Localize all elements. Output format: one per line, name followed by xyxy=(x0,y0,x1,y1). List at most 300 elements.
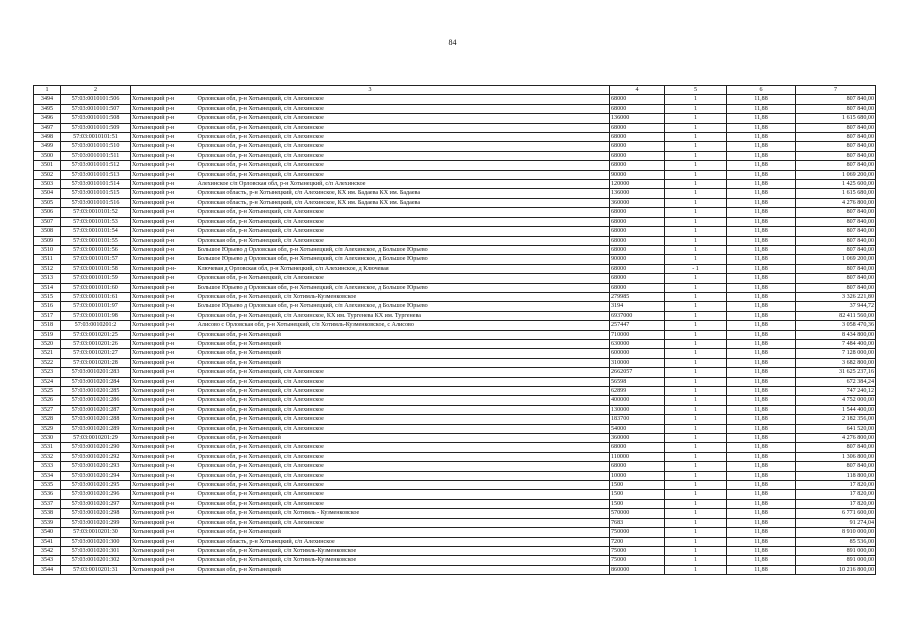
table-row xyxy=(34,518,876,527)
address-cell xyxy=(131,161,610,170)
cadastral-number-cell: 57:03:0010201:295 xyxy=(61,481,131,490)
address-text: Орловская область, р-н Хотынецкий, с/п Алехинское, КХ им. Бадаева КХ им. Бадаева xyxy=(197,199,421,206)
rate-value-cell: 11,88 xyxy=(727,217,796,226)
table-row xyxy=(34,198,876,207)
municipality: Хотынецкий р-н xyxy=(132,538,175,545)
address-text: Орловская обл, р-н Хотынецкий, с/п Алехинское xyxy=(197,453,324,460)
table-row xyxy=(34,452,876,461)
municipality: Хотынецкий р-н xyxy=(132,284,175,291)
area-value-cell: 7200 xyxy=(610,537,665,546)
address-text: Орловская обл, р-н Хотынецкий, с/п Алехинское xyxy=(197,463,324,470)
municipality: Хотынецкий р-н xyxy=(132,162,175,169)
table-row xyxy=(34,443,876,452)
address-cell xyxy=(131,481,610,490)
municipality: Хотынецкий р-н xyxy=(132,143,175,150)
municipality: Хотынецкий р-н xyxy=(132,256,175,263)
cadastral-value-cell: 1 544 400,00 xyxy=(796,405,876,414)
row-number-cell: 3501 xyxy=(34,161,61,170)
cadastral-value-cell: 7 128 000,00 xyxy=(796,349,876,358)
table-row xyxy=(34,311,876,320)
address-text: Орловская обл, р-н Хотынецкий xyxy=(197,350,281,357)
header-row xyxy=(34,86,876,95)
area-value-cell: 257447 xyxy=(610,321,665,330)
address-text: Орловская обл, р-н Хотынецкий, с/п Алехинское xyxy=(197,124,324,131)
address-cell xyxy=(131,339,610,348)
cadastral-value-cell: 17 820,00 xyxy=(796,481,876,490)
area-value-cell: 68000 xyxy=(610,264,665,273)
cadastral-number-cell: 57:03:0010101:97 xyxy=(61,302,131,311)
municipality: Хотынецкий р-н xyxy=(132,397,175,404)
row-number-cell: 3518 xyxy=(34,321,61,330)
area-value-cell: 7683 xyxy=(610,518,665,527)
address-cell xyxy=(131,245,610,254)
area-value-cell: 10000 xyxy=(610,471,665,480)
area-value-cell: 630000 xyxy=(610,339,665,348)
address-text: Орловская обл, р-н Хотынецкий xyxy=(197,566,281,573)
cadastral-number-cell: 57:03:0010101:509 xyxy=(61,123,131,132)
table-row xyxy=(34,387,876,396)
rate-value-cell: 11,88 xyxy=(727,302,796,311)
table-row xyxy=(34,245,876,254)
row-number-cell: 3524 xyxy=(34,377,61,386)
table-row xyxy=(34,151,876,160)
address-text: Орловская обл, р-н Хотынецкий, с/п Алехинское xyxy=(197,369,324,376)
cadastral-number-cell: 57:03:0010201:2 xyxy=(61,321,131,330)
coefficient-cell: 1 xyxy=(665,302,727,311)
table-row xyxy=(34,509,876,518)
coefficient-cell: 1 xyxy=(665,424,727,433)
row-number-cell: 3510 xyxy=(34,245,61,254)
table-row xyxy=(34,377,876,386)
municipality: Хотынецкий р-н xyxy=(132,96,175,103)
address-text: Орловская обл, р-н Хотынецкий, с/п Алехинское xyxy=(197,143,324,150)
cadastral-number-cell: 57:03:0010201:302 xyxy=(61,556,131,565)
address-text: Орловская обл, р-н Хотынецкий, с/п Хотимль - Кузменковское xyxy=(197,510,360,517)
area-value-cell: 75000 xyxy=(610,546,665,555)
rate-value-cell: 11,88 xyxy=(727,161,796,170)
address-cell xyxy=(131,424,610,433)
register-table xyxy=(33,85,876,575)
rate-value-cell: 11,88 xyxy=(727,509,796,518)
coefficient-cell: 1 xyxy=(665,339,727,348)
address-cell xyxy=(131,133,610,142)
address-text: Орловская обл, р-н Хотынецкий xyxy=(197,435,281,442)
col-header-5: 5 xyxy=(665,86,727,95)
cadastral-number-cell: 57:03:0010101:59 xyxy=(61,274,131,283)
cadastral-value-cell: 807 840,00 xyxy=(796,217,876,226)
municipality: Хотынецкий р-н xyxy=(132,350,175,357)
coefficient-cell: 1 xyxy=(665,405,727,414)
area-value-cell: 68000 xyxy=(610,274,665,283)
address-cell xyxy=(131,227,610,236)
row-number-cell: 3500 xyxy=(34,151,61,160)
address-cell xyxy=(131,208,610,217)
cadastral-value-cell: 118 800,00 xyxy=(796,471,876,480)
table-row xyxy=(34,565,876,574)
cadastral-value-cell: 37 944,72 xyxy=(796,302,876,311)
rate-value-cell: 11,88 xyxy=(727,434,796,443)
area-value-cell: 136000 xyxy=(610,189,665,198)
cadastral-value-cell: 807 840,00 xyxy=(796,245,876,254)
row-number-cell: 3530 xyxy=(34,434,61,443)
row-number-cell: 3516 xyxy=(34,302,61,311)
address-cell xyxy=(131,349,610,358)
address-cell xyxy=(131,236,610,245)
area-value-cell: 68000 xyxy=(610,104,665,113)
address-text: Орловская обл, р-н Хотынецкий, с/п Хотимль-Кузменковское xyxy=(197,557,357,564)
area-value-cell: 75000 xyxy=(610,556,665,565)
municipality: Хотынецкий р-н xyxy=(132,406,175,413)
table-row xyxy=(34,471,876,480)
cadastral-number-cell: 57:03:0010201:25 xyxy=(61,330,131,339)
row-number-cell: 3523 xyxy=(34,368,61,377)
coefficient-cell: 1 xyxy=(665,255,727,264)
address-text: Орловская обл, р-н Хотынецкий, с/п Алехинское xyxy=(197,275,324,282)
table-row xyxy=(34,499,876,508)
municipality: Хотынецкий р-н xyxy=(132,115,175,122)
coefficient-cell: 1 xyxy=(665,311,727,320)
table-row xyxy=(34,180,876,189)
area-value-cell: 68000 xyxy=(610,161,665,170)
coefficient-cell: 1 xyxy=(665,565,727,574)
row-number-cell: 3495 xyxy=(34,104,61,113)
area-value-cell: 68000 xyxy=(610,142,665,151)
area-value-cell: 6937000 xyxy=(610,311,665,320)
cadastral-number-cell: 57:03:0010201:289 xyxy=(61,424,131,433)
area-value-cell: 136000 xyxy=(610,114,665,123)
rate-value-cell: 11,88 xyxy=(727,321,796,330)
area-value-cell: 3194 xyxy=(610,302,665,311)
area-value-cell: 54000 xyxy=(610,424,665,433)
table-row xyxy=(34,208,876,217)
address-text: Ключевая д Орловская обл, р-н Хотынецкий, с/п Алехинское, д Ключевая xyxy=(197,265,389,272)
cadastral-number-cell: 57:03:0010201:286 xyxy=(61,396,131,405)
coefficient-cell: 1 xyxy=(665,227,727,236)
address-text: Орловская обл, р-н Хотынецкий, с/п Алехинское xyxy=(197,228,324,235)
coefficient-cell: 1 xyxy=(665,471,727,480)
rate-value-cell: 11,88 xyxy=(727,180,796,189)
area-value-cell: 90000 xyxy=(610,255,665,264)
cadastral-value-cell: 747 240,12 xyxy=(796,387,876,396)
coefficient-cell: 1 xyxy=(665,443,727,452)
address-cell xyxy=(131,255,610,264)
coefficient-cell: 1 xyxy=(665,161,727,170)
row-number-cell: 3531 xyxy=(34,443,61,452)
table-row xyxy=(34,424,876,433)
cadastral-value-cell: 891 000,00 xyxy=(796,546,876,555)
municipality: Хотынецкий р-н xyxy=(132,425,175,432)
page-number: 84 xyxy=(448,38,457,47)
rate-value-cell: 11,88 xyxy=(727,339,796,348)
cadastral-number-cell: 57:03:0010101:56 xyxy=(61,245,131,254)
address-cell xyxy=(131,565,610,574)
address-text: Орловская обл, р-н Хотынецкий, с/п Алехинское xyxy=(197,406,324,413)
address-text: Орловская обл, р-н Хотынецкий, с/п Алехинское xyxy=(197,96,324,103)
municipality: Хотынецкий р-н- xyxy=(132,265,177,272)
table-row xyxy=(34,264,876,273)
coefficient-cell: 1 xyxy=(665,114,727,123)
rate-value-cell: 11,88 xyxy=(727,415,796,424)
cadastral-value-cell: 807 840,00 xyxy=(796,151,876,160)
area-value-cell: 68000 xyxy=(610,95,665,104)
rate-value-cell: 11,88 xyxy=(727,283,796,292)
cadastral-number-cell: 57:03:0010201:298 xyxy=(61,509,131,518)
address-text: Орловская обл, р-н Хотынецкий, с/п Алехинское xyxy=(197,491,324,498)
row-number-cell: 3542 xyxy=(34,546,61,555)
cadastral-value-cell: 807 840,00 xyxy=(796,236,876,245)
cadastral-value-cell: 807 840,00 xyxy=(796,462,876,471)
coefficient-cell: 1 xyxy=(665,321,727,330)
address-cell xyxy=(131,95,610,104)
table-row xyxy=(34,227,876,236)
row-number-cell: 3544 xyxy=(34,565,61,574)
cadastral-number-cell: 57:03:0010201:284 xyxy=(61,377,131,386)
row-number-cell: 3526 xyxy=(34,396,61,405)
coefficient-cell: 1 xyxy=(665,133,727,142)
row-number-cell: 3505 xyxy=(34,198,61,207)
cadastral-value-cell: 31 625 237,16 xyxy=(796,368,876,377)
table-row xyxy=(34,537,876,546)
area-value-cell: 68000 xyxy=(610,283,665,292)
col-header-3: 3 xyxy=(131,86,610,95)
address-text: Орловская обл, р-н Хотынецкий xyxy=(197,529,281,536)
cadastral-number-cell: 57:03:0010101:514 xyxy=(61,180,131,189)
cadastral-value-cell: 807 840,00 xyxy=(796,283,876,292)
address-cell xyxy=(131,142,610,151)
cadastral-number-cell: 57:03:0010101:512 xyxy=(61,161,131,170)
coefficient-cell: 1 xyxy=(665,104,727,113)
address-cell xyxy=(131,499,610,508)
address-text: Орловская обл, р-н Хотынецкий, с/п Хотимль-Кузменковское xyxy=(197,547,357,554)
rate-value-cell: 11,88 xyxy=(727,133,796,142)
cadastral-value-cell: 4 276 800,00 xyxy=(796,198,876,207)
coefficient-cell: 1 xyxy=(665,283,727,292)
row-number-cell: 3541 xyxy=(34,537,61,546)
municipality: Хотынецкий р-н xyxy=(132,303,175,310)
area-value-cell: 62899 xyxy=(610,387,665,396)
col-header-6: 6 xyxy=(727,86,796,95)
rate-value-cell: 11,88 xyxy=(727,330,796,339)
rate-value-cell: 11,88 xyxy=(727,565,796,574)
coefficient-cell: 1 xyxy=(665,499,727,508)
coefficient-cell: 1 xyxy=(665,236,727,245)
address-cell xyxy=(131,311,610,320)
table-row xyxy=(34,368,876,377)
municipality: Хотынецкий р-н xyxy=(132,491,175,498)
rate-value-cell: 11,88 xyxy=(727,528,796,537)
municipality: Хотынецкий р-н xyxy=(132,246,175,253)
municipality: Хотынецкий р-н xyxy=(132,378,175,385)
table-row xyxy=(34,142,876,151)
rate-value-cell: 11,88 xyxy=(727,481,796,490)
table-row xyxy=(34,123,876,132)
row-number-cell: 3517 xyxy=(34,311,61,320)
rate-value-cell: 11,88 xyxy=(727,264,796,273)
rate-value-cell: 11,88 xyxy=(727,245,796,254)
row-number-cell: 3512 xyxy=(34,264,61,273)
rate-value-cell: 11,88 xyxy=(727,556,796,565)
area-value-cell: 360000 xyxy=(610,198,665,207)
municipality: Хотынецкий р-н xyxy=(132,500,175,507)
coefficient-cell: 1 xyxy=(665,434,727,443)
rate-value-cell: 11,88 xyxy=(727,95,796,104)
rate-value-cell: 11,88 xyxy=(727,123,796,132)
cadastral-number-cell: 57:03:0010101:52 xyxy=(61,208,131,217)
table-row xyxy=(34,330,876,339)
address-cell xyxy=(131,151,610,160)
address-text: Орловская обл, р-н Хотынецкий, с/п Алехинское xyxy=(197,425,324,432)
cadastral-value-cell: 1 615 680,00 xyxy=(796,114,876,123)
address-text: Орловская обл, р-н Хотынецкий, с/п Алехинское xyxy=(197,482,324,489)
table-row xyxy=(34,133,876,142)
address-text: Орловская область, р-н Хотынецкий, с/п Алехинское xyxy=(197,538,335,545)
address-cell xyxy=(131,274,610,283)
address-text: Орловская обл, р-н Хотынецкий, с/п Алехинское xyxy=(197,209,324,216)
area-value-cell: 120000 xyxy=(610,180,665,189)
coefficient-cell: 1 xyxy=(665,198,727,207)
coefficient-cell: 1 xyxy=(665,245,727,254)
row-number-cell: 3532 xyxy=(34,452,61,461)
area-value-cell: 110000 xyxy=(610,452,665,461)
rate-value-cell: 11,88 xyxy=(727,170,796,179)
area-value-cell: 1500 xyxy=(610,481,665,490)
address-cell xyxy=(131,377,610,386)
coefficient-cell: 1 xyxy=(665,415,727,424)
area-value-cell: 710000 xyxy=(610,330,665,339)
cadastral-number-cell: 57:03:0010101:57 xyxy=(61,255,131,264)
cadastral-number-cell: 57:03:0010201:287 xyxy=(61,405,131,414)
table-row xyxy=(34,405,876,414)
col-header-2: 2 xyxy=(61,86,131,95)
cadastral-number-cell: 57:03:0010101:515 xyxy=(61,189,131,198)
row-number-cell: 3533 xyxy=(34,462,61,471)
cadastral-value-cell: 807 840,00 xyxy=(796,208,876,217)
coefficient-cell: 1 xyxy=(665,462,727,471)
coefficient-cell: 1 xyxy=(665,95,727,104)
cadastral-number-cell: 57:03:0010101:516 xyxy=(61,198,131,207)
municipality: Хотынецкий р-н xyxy=(132,482,175,489)
row-number-cell: 3496 xyxy=(34,114,61,123)
row-number-cell: 3494 xyxy=(34,95,61,104)
address-text: Орловская обл, р-н Хотынецкий, с/п Алехинское xyxy=(197,388,324,394)
rate-value-cell: 11,88 xyxy=(727,518,796,527)
row-number-cell: 3503 xyxy=(34,180,61,189)
cadastral-number-cell: 57:03:0010201:28 xyxy=(61,358,131,367)
municipality: Хотынецкий р-н xyxy=(132,124,175,131)
address-cell xyxy=(131,198,610,207)
address-cell xyxy=(131,452,610,461)
cadastral-number-cell: 57:03:0010101:511 xyxy=(61,151,131,160)
row-number-cell: 3509 xyxy=(34,236,61,245)
address-cell xyxy=(131,123,610,132)
row-number-cell: 3521 xyxy=(34,349,61,358)
cadastral-value-cell: 17 820,00 xyxy=(796,490,876,499)
cadastral-number-cell: 57:03:0010101:513 xyxy=(61,170,131,179)
address-cell xyxy=(131,443,610,452)
col-header-4: 4 xyxy=(610,86,665,95)
address-cell xyxy=(131,189,610,198)
row-number-cell: 3499 xyxy=(34,142,61,151)
municipality: Хотынецкий р-н xyxy=(132,529,175,536)
municipality: Хотынецкий р-н xyxy=(132,105,175,112)
cadastral-number-cell: 57:03:0010101:507 xyxy=(61,104,131,113)
address-cell xyxy=(131,358,610,367)
table-row xyxy=(34,255,876,264)
address-cell xyxy=(131,283,610,292)
row-number-cell: 3498 xyxy=(34,133,61,142)
address-cell xyxy=(131,471,610,480)
address-cell xyxy=(131,405,610,414)
address-text: Орловская область, р-н Хотынецкий, с/п Алехинское, КХ им. Бадаева КХ им. Бадаева xyxy=(197,190,421,197)
coefficient-cell: 1 xyxy=(665,142,727,151)
row-number-cell: 3497 xyxy=(34,123,61,132)
rate-value-cell: 11,88 xyxy=(727,274,796,283)
cadastral-value-cell: 7 484 400,00 xyxy=(796,339,876,348)
col-header-7: 7 xyxy=(796,86,876,95)
cadastral-number-cell: 57:03:0010101:54 xyxy=(61,227,131,236)
rate-value-cell: 11,88 xyxy=(727,236,796,245)
address-text: Орловская обл, р-н Хотынецкий, с/п Алехинское xyxy=(197,152,324,159)
address-cell xyxy=(131,180,610,189)
table-row xyxy=(34,462,876,471)
cadastral-value-cell: 1 069 200,00 xyxy=(796,170,876,179)
address-cell xyxy=(131,490,610,499)
coefficient-cell: 1 xyxy=(665,387,727,396)
cadastral-number-cell: 57:03:0010201:290 xyxy=(61,443,131,452)
cadastral-value-cell: 807 840,00 xyxy=(796,95,876,104)
rate-value-cell: 11,88 xyxy=(727,104,796,113)
coefficient-cell: 1 xyxy=(665,509,727,518)
rate-value-cell: 11,88 xyxy=(727,471,796,480)
area-value-cell: 68000 xyxy=(610,151,665,160)
address-cell xyxy=(131,104,610,113)
cadastral-value-cell: 807 840,00 xyxy=(796,274,876,283)
table-row xyxy=(34,358,876,367)
rate-value-cell: 11,88 xyxy=(727,462,796,471)
municipality: Хотынецкий р-н xyxy=(132,463,175,470)
address-cell xyxy=(131,368,610,377)
area-value-cell: 600000 xyxy=(610,349,665,358)
coefficient-cell: 1 xyxy=(665,452,727,461)
row-number-cell: 3502 xyxy=(34,170,61,179)
cadastral-number-cell: 57:03:0010101:51 xyxy=(61,133,131,142)
municipality: Хотынецкий р-н xyxy=(132,275,175,282)
cadastral-value-cell: 807 840,00 xyxy=(796,227,876,236)
address-cell xyxy=(131,217,610,226)
rate-value-cell: 11,88 xyxy=(727,443,796,452)
table-row xyxy=(34,396,876,405)
cadastral-number-cell: 57:03:0010201:296 xyxy=(61,490,131,499)
table-row xyxy=(34,321,876,330)
municipality: Хотынецкий р-н xyxy=(132,312,175,319)
area-value-cell: 90000 xyxy=(610,170,665,179)
row-number-cell: 3528 xyxy=(34,415,61,424)
municipality: Хотынецкий р-н xyxy=(132,293,175,300)
rate-value-cell: 11,88 xyxy=(727,208,796,217)
area-value-cell: 68000 xyxy=(610,217,665,226)
row-number-cell: 3519 xyxy=(34,330,61,339)
cadastral-number-cell: 57:03:0010201:299 xyxy=(61,518,131,527)
municipality: Хотынецкий р-н xyxy=(132,171,175,178)
area-value-cell: 570000 xyxy=(610,509,665,518)
cadastral-value-cell: 10 216 800,00 xyxy=(796,565,876,574)
cadastral-number-cell: 57:03:0010201:300 xyxy=(61,537,131,546)
cadastral-value-cell: 807 840,00 xyxy=(796,161,876,170)
municipality: Хотынецкий р-н xyxy=(132,388,175,394)
cadastral-number-cell: 57:03:0010201:292 xyxy=(61,452,131,461)
cadastral-number-cell: 57:03:0010101:98 xyxy=(61,311,131,320)
municipality: Хотынецкий р-н xyxy=(132,340,175,347)
